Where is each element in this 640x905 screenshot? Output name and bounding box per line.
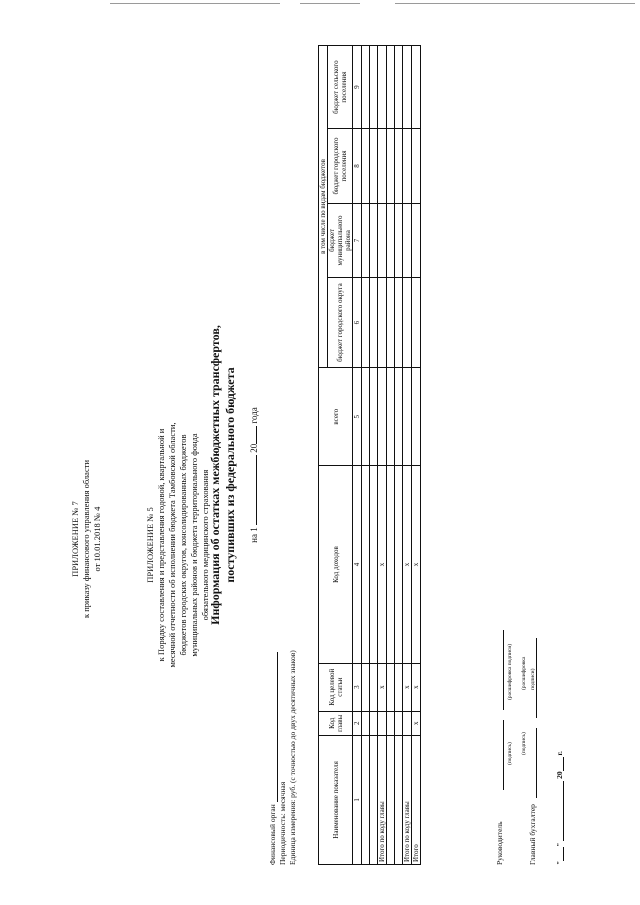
accountant-signature-caption: (подпись) — [521, 732, 527, 755]
annex5-line: обязательного медицинского страхования — [200, 469, 210, 621]
col-header-total: всего — [319, 367, 353, 466]
x-mark: х — [378, 466, 387, 663]
head-signature-caption: (подпись) — [507, 742, 513, 765]
annex5-block — [145, 380, 211, 710]
table-row — [387, 46, 395, 865]
date-quote: " — [555, 842, 564, 847]
period-year-blank — [248, 426, 257, 444]
col-number: 9 — [353, 46, 362, 129]
x-mark: х — [412, 663, 421, 711]
accountant-label: Главный бухгалтер — [528, 804, 537, 865]
x-mark: х — [412, 466, 421, 663]
row-label: Итого по коду главы — [378, 735, 387, 864]
x-mark: х — [378, 663, 387, 711]
accountant-signature-line — [528, 728, 537, 798]
annex5-line: к Порядку составления и представления годовой, квартальной и — [156, 428, 166, 662]
date-year-blank — [555, 757, 564, 771]
x-mark: х — [403, 663, 412, 711]
unit-label: Единица измерения: руб. (с точностью до двух десятичных знаков) — [288, 650, 297, 865]
x-mark: х — [403, 466, 412, 663]
report-period — [248, 215, 259, 735]
col-number: 5 — [353, 367, 362, 466]
x-mark: х — [412, 711, 421, 735]
annex7-title: ПРИЛОЖЕНИЕ № 7 — [70, 501, 80, 577]
table-row-chapter-total — [403, 46, 412, 865]
accountant-decoding-caption: (расшифровка подписи) — [521, 656, 536, 690]
col-header-city-district: бюджет городского округа — [328, 278, 353, 368]
annex7-block — [70, 460, 103, 618]
col-number: 7 — [353, 203, 362, 277]
table-row — [362, 46, 370, 865]
financial-organ-label: Финансовый орган — [268, 804, 277, 865]
head-signature-line — [495, 720, 504, 790]
head-decoding-line — [495, 630, 504, 710]
col-header-target-code: Код целевой статьи — [319, 663, 353, 711]
date-century: 20 — [555, 771, 564, 779]
head-signature-block — [495, 630, 513, 865]
table-row-grand-total — [412, 46, 421, 865]
report-info — [268, 650, 298, 865]
col-number: 4 — [353, 466, 362, 663]
table-row-chapter-total — [378, 46, 387, 865]
date-day-blank — [555, 847, 564, 861]
title-line: поступивших из федерального бюджета — [223, 367, 237, 583]
col-number: 3 — [353, 663, 362, 711]
col-number: 1 — [353, 735, 362, 864]
col-header-name: Наименование показателя — [319, 735, 353, 864]
col-header-municipal-district: бюджет муниципального района — [328, 203, 353, 277]
period-suffix: года — [249, 407, 259, 424]
transfers-table — [318, 45, 421, 865]
col-header-rural-settlement: бюджет сельского поселения — [328, 46, 353, 129]
col-header-city-settlement: бюджет городского поселения — [328, 129, 353, 203]
col-number: 6 — [353, 278, 362, 368]
date-quote: " — [555, 860, 564, 865]
head-label: Руководитель — [495, 821, 504, 865]
annex5-line: бюджетов городских округов, консолидированных бюджетов — [178, 434, 188, 656]
annex5-line: муниципальных районов и бюджета территориального фонда — [189, 433, 199, 657]
col-number: 2 — [353, 711, 362, 735]
row-label: Итого по коду главы — [403, 735, 412, 864]
period-day-blank — [248, 455, 257, 525]
col-number: 8 — [353, 129, 362, 203]
periodicity-label: Периодичность: месячная — [278, 781, 287, 865]
annex5-title: ПРИЛОЖЕНИЕ № 5 — [145, 507, 155, 583]
period-prefix: на 1 — [249, 527, 259, 543]
table-row — [370, 46, 378, 865]
date-block — [555, 751, 564, 865]
head-decoding-caption: (расшифровка подписи) — [507, 643, 513, 700]
col-header-income-code: Код доходов — [319, 466, 353, 663]
document-title — [208, 215, 238, 735]
date-month-blank — [555, 781, 564, 841]
title-line: Информация об остатках межбюджетных трансфертов, — [208, 325, 222, 625]
row-label: Итого — [412, 735, 421, 864]
table-row — [395, 46, 403, 865]
date-suffix: г. — [555, 751, 564, 756]
annex7-line: к приказу финансового управления области — [81, 460, 91, 619]
col-header-group: в том числе по видам бюджетов — [319, 46, 328, 368]
col-header-chapter-code: Код главы — [319, 711, 353, 735]
annex5-line: месячной отчетности об исполнении бюджета Тамбовской области, — [167, 422, 177, 668]
period-century: 20 — [249, 443, 259, 453]
accountant-signature-block — [521, 638, 537, 865]
annex7-line: от 10.01.2018 № 4 — [92, 506, 102, 572]
financial-organ-blank — [269, 652, 278, 802]
